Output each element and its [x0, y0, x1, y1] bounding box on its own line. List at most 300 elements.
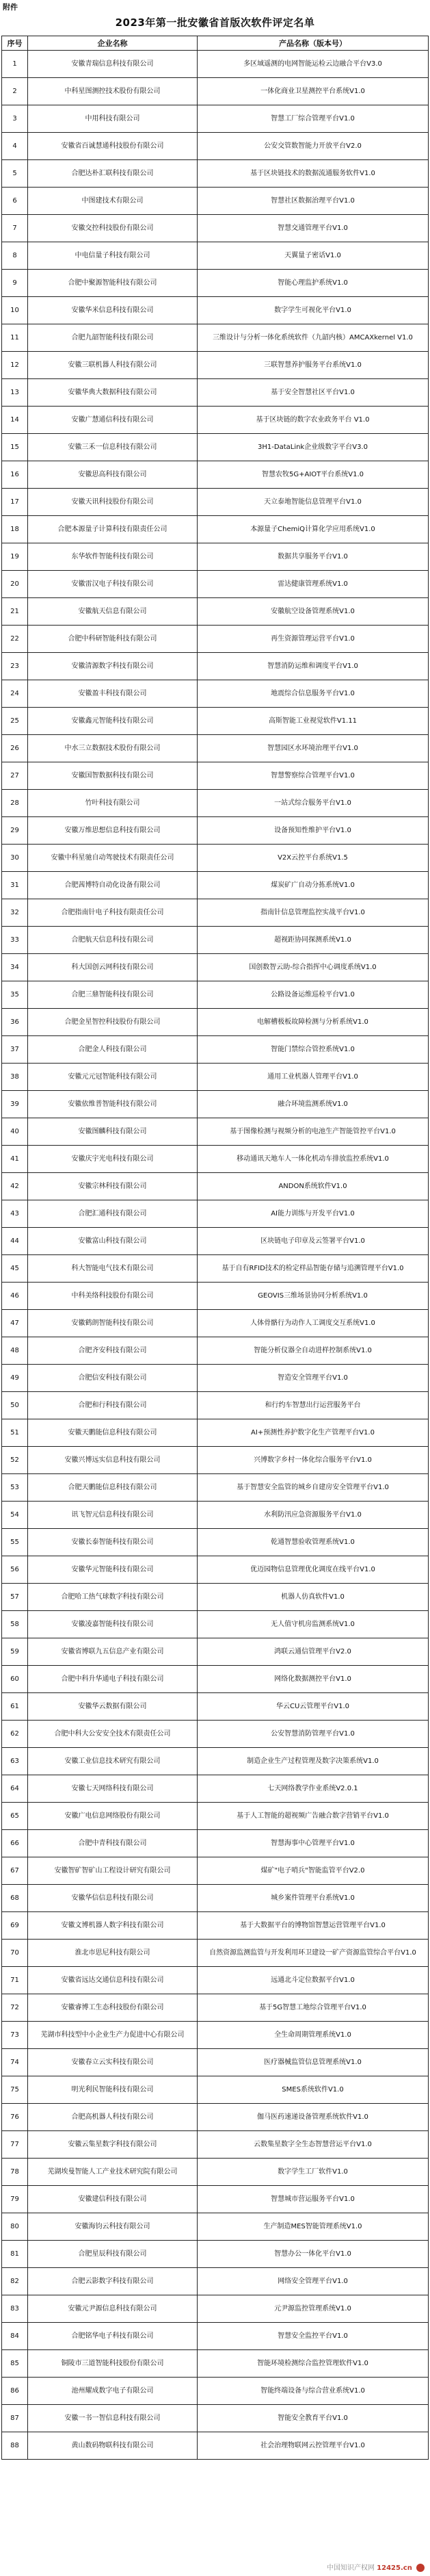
product-cell: 智慧海事中心管理平台V1.0: [198, 1830, 429, 1857]
product-cell: 智造安全管理平台V1.0: [198, 1365, 429, 1392]
product-cell: 地震综合信息服务平台V1.0: [198, 680, 429, 708]
seq-cell: 42: [2, 1173, 28, 1200]
table-row: [2, 324, 429, 352]
company-cell: 合肥中青科技有限公司: [28, 1830, 198, 1857]
company-cell: 安徽航天信息有限公司: [28, 598, 198, 626]
product-cell: 社会治理物联网云控管理平台V1.0: [198, 2432, 429, 2460]
table-row: [2, 598, 429, 626]
product-cell: 生产制造MES智能管理系统V1.0: [198, 2213, 429, 2241]
table-row: [2, 242, 429, 270]
product-cell: 智能分析仪器全自动进样控制系统V1.0: [198, 1337, 429, 1365]
seq-cell: 6: [2, 188, 28, 215]
table-row: [2, 762, 429, 790]
table-row: [2, 1310, 429, 1337]
seq-cell: 81: [2, 2241, 28, 2268]
table-row: [2, 1064, 429, 1091]
company-cell: 安徽华信信息科技有限公司: [28, 1885, 198, 1912]
product-cell: 基于区块链技术的数据流通服务软件V1.0: [198, 160, 429, 188]
company-cell: 合肥航天信息科技有限公司: [28, 927, 198, 954]
seq-cell: 78: [2, 2159, 28, 2186]
product-cell: 制造企业生产过程管理及数字决策系统V1.0: [198, 1748, 429, 1775]
product-cell: 远通北斗定位数据平台V1.0: [198, 1967, 429, 1994]
product-cell: 超视距协同探测系统V1.0: [198, 927, 429, 954]
product-cell: 无人值守机房监测系统V1.0: [198, 1611, 429, 1638]
company-cell: 合肥中科大公安安全技术有限责任公司: [28, 1721, 198, 1748]
page-title: 2023年第一批安徽省首版次软件评定名单: [115, 16, 315, 29]
company-cell: 合肥汇通科技有限公司: [28, 1200, 198, 1228]
table-row: [2, 133, 429, 160]
table-row: [2, 817, 429, 845]
product-cell: 融合环境监测系统V1.0: [198, 1091, 429, 1118]
company-cell: 安徽交控科技股份有限公司: [28, 215, 198, 242]
table-row: [2, 872, 429, 899]
company-cell: 安徽云集星数字科技有限公司: [28, 2131, 198, 2159]
table-row: [2, 434, 429, 461]
table-row: [2, 2076, 429, 2104]
product-cell: 网络安全管理平台V1.0: [198, 2268, 429, 2295]
table-row: [2, 845, 429, 872]
watermark: [327, 2562, 425, 2572]
table-row: [2, 1118, 429, 1146]
product-cell: 智能心理监护系统V1.0: [198, 270, 429, 297]
seq-cell: 35: [2, 981, 28, 1009]
seq-cell: 84: [2, 2323, 28, 2350]
product-cell: 雷达健康管理系统V1.0: [198, 571, 429, 598]
seq-cell: 2: [2, 78, 28, 105]
seq-cell: 43: [2, 1200, 28, 1228]
seq-cell: 16: [2, 461, 28, 489]
column-header-seq: 序号: [2, 36, 28, 51]
company-cell: 中水三立数据技术股份有限公司: [28, 735, 198, 762]
table-row: [2, 297, 429, 324]
seq-cell: 38: [2, 1064, 28, 1091]
product-cell: 安徽航空设备管理系统V1.0: [198, 598, 429, 626]
company-cell: 安徽广电信息网络股份有限公司: [28, 1803, 198, 1830]
product-cell: AI能力训练与开发平台V1.0: [198, 1200, 429, 1228]
table-row: [2, 51, 429, 78]
table-row: [2, 1009, 429, 1036]
product-cell: 智慧社区数据治理平台V1.0: [198, 188, 429, 215]
seq-cell: 71: [2, 1967, 28, 1994]
company-cell: 中用科技有限公司: [28, 105, 198, 133]
table-row: [2, 2378, 429, 2405]
table-row: [2, 1721, 429, 1748]
company-cell: 安徽省远达交通信息科技有限公司: [28, 1967, 198, 1994]
product-cell: 智能终端设备与综合营业系统V1.0: [198, 2378, 429, 2405]
product-cell: 全生命周期管理系统V1.0: [198, 2022, 429, 2049]
seq-cell: 41: [2, 1146, 28, 1173]
seq-cell: 25: [2, 708, 28, 735]
attachment-label: 附件: [3, 3, 18, 12]
product-cell: 人体骨骼行为动作人工调度交互系统V1.0: [198, 1310, 429, 1337]
table-row: [2, 1447, 429, 1474]
company-cell: 合肥本源量子计算科技有限责任公司: [28, 516, 198, 543]
seq-cell: 61: [2, 1693, 28, 1721]
company-cell: 安徽一书一智信息科技有限公司: [28, 2405, 198, 2432]
company-cell: 中科美络科技股份有限公司: [28, 1283, 198, 1310]
table-header-row: [2, 36, 429, 51]
table-row: [2, 1803, 429, 1830]
table-row: [2, 78, 429, 105]
product-cell: 自然资源监测监管与开发利用环卫建设一矿产资源监管综合平台V1.0: [198, 1940, 429, 1967]
company-cell: 竹叶科技有限公司: [28, 790, 198, 817]
software-list-table: [1, 36, 429, 2460]
product-cell: 水利防汛应急资源服务平台V1.0: [198, 1502, 429, 1529]
seq-cell: 58: [2, 1611, 28, 1638]
product-cell: 数据共享服务平台V1.0: [198, 543, 429, 571]
table-row: [2, 1474, 429, 1502]
product-cell: 电解槽极板故障检测与分析系统V1.0: [198, 1009, 429, 1036]
table-row: [2, 1666, 429, 1693]
seq-cell: 70: [2, 1940, 28, 1967]
table-row: [2, 1529, 429, 1556]
seq-cell: 30: [2, 845, 28, 872]
product-cell: 基于区块链的数字农业政务平台 V1.0: [198, 407, 429, 434]
table-row: [2, 1693, 429, 1721]
seq-cell: 52: [2, 1447, 28, 1474]
table-row: [2, 2186, 429, 2213]
table-row: [2, 1502, 429, 1529]
company-cell: 安徽国智数据科技有限公司: [28, 762, 198, 790]
company-cell: 合肥金星智控科技股份有限公司: [28, 1009, 198, 1036]
seq-cell: 5: [2, 160, 28, 188]
seq-cell: 15: [2, 434, 28, 461]
column-header-product: 产品名称（版本号）: [198, 36, 429, 51]
table-row: [2, 1556, 429, 1584]
product-cell: 智慧安全监控平台V1.0: [198, 2323, 429, 2350]
table-row: [2, 571, 429, 598]
table-row: [2, 790, 429, 817]
company-cell: 安徽清源数字科技有限公司: [28, 653, 198, 680]
table-row: [2, 1775, 429, 1803]
company-cell: 黄山数码物联科技有限公司: [28, 2432, 198, 2460]
table-row: [2, 215, 429, 242]
seq-cell: 47: [2, 1310, 28, 1337]
seq-cell: 49: [2, 1365, 28, 1392]
seq-cell: 63: [2, 1748, 28, 1775]
seq-cell: 50: [2, 1392, 28, 1419]
table-row: [2, 2213, 429, 2241]
seq-cell: 48: [2, 1337, 28, 1365]
table-row: [2, 2432, 429, 2460]
product-cell: 煤炭矿广自动分拣系统V1.0: [198, 872, 429, 899]
product-cell: 兴博数字乡村一体化综合服务平台V1.0: [198, 1447, 429, 1474]
seq-cell: 13: [2, 379, 28, 407]
table-row: [2, 1173, 429, 1200]
company-cell: 合肥信安科技有限公司: [28, 1365, 198, 1392]
company-cell: 合肥达朴汇联科技有限公司: [28, 160, 198, 188]
company-cell: 安徽长泰智能科技有限公司: [28, 1529, 198, 1556]
company-cell: 安徽省百诚慧通科技股份有限公司: [28, 133, 198, 160]
table-row: [2, 516, 429, 543]
table-row: [2, 1830, 429, 1857]
product-cell: AI+预测性养护数字化生产管理平台V1.0: [198, 1419, 429, 1447]
table-row: [2, 2323, 429, 2350]
table-row: [2, 407, 429, 434]
seq-cell: 74: [2, 2049, 28, 2076]
company-cell: 合肥中科升华通电子科技有限公司: [28, 1666, 198, 1693]
watermark-text: 中国知识产权网: [326, 2564, 375, 2572]
product-cell: 网络化数据测控平台V1.0: [198, 1666, 429, 1693]
company-cell: 安徽元尹源信息科技有限公司: [28, 2295, 198, 2323]
table-row: [2, 1748, 429, 1775]
product-cell: 智慧工厂综合管理平台V1.0: [198, 105, 429, 133]
company-cell: 安徽三联机器人科技有限公司: [28, 352, 198, 379]
company-cell: 合肥三鼎智能科技有限公司: [28, 981, 198, 1009]
seq-cell: 37: [2, 1036, 28, 1064]
table-row: [2, 1638, 429, 1666]
seq-cell: 54: [2, 1502, 28, 1529]
seq-cell: 17: [2, 489, 28, 516]
product-cell: 公路设备运维巡检平台V1.0: [198, 981, 429, 1009]
table-row: [2, 1392, 429, 1419]
company-cell: 安徽文博机器人数字科技有限公司: [28, 1912, 198, 1940]
table-row: [2, 1365, 429, 1392]
seq-cell: 23: [2, 653, 28, 680]
seq-cell: 18: [2, 516, 28, 543]
seq-cell: 59: [2, 1638, 28, 1666]
company-cell: 安徽思高科技有限公司: [28, 461, 198, 489]
table-row: [2, 379, 429, 407]
seq-cell: 3: [2, 105, 28, 133]
product-cell: 医疗器械监管信息管理系统V1.0: [198, 2049, 429, 2076]
product-cell: 基于图像检测与视频分析的电池生产智能管控平台V1.0: [198, 1118, 429, 1146]
table-row: [2, 1146, 429, 1173]
company-cell: 安徽鹤朗智能科技有限公司: [28, 1310, 198, 1337]
product-cell: 高斯智能工业视觉软件V1.11: [198, 708, 429, 735]
company-cell: 东华软件智能科技有限公司: [28, 543, 198, 571]
table-row: [2, 2131, 429, 2159]
company-cell: 科大国创云网科技有限公司: [28, 954, 198, 981]
table-row: [2, 1994, 429, 2022]
seq-cell: 10: [2, 297, 28, 324]
seq-cell: 80: [2, 2213, 28, 2241]
table-row: [2, 927, 429, 954]
seq-cell: 69: [2, 1912, 28, 1940]
company-cell: 安徽雷汉电子科技有限公司: [28, 571, 198, 598]
company-cell: 合肥高机器人科技有限公司: [28, 2104, 198, 2131]
company-cell: 安徽广慧通信科技有限公司: [28, 407, 198, 434]
seq-cell: 87: [2, 2405, 28, 2432]
table-row: [2, 2405, 429, 2432]
table-row: [2, 1967, 429, 1994]
seq-cell: 34: [2, 954, 28, 981]
product-cell: 再生资源管理运营平台V1.0: [198, 626, 429, 653]
seq-cell: 45: [2, 1255, 28, 1283]
product-cell: 基于智慧安全监管的城乡自建房安全管理平台V1.0: [198, 1474, 429, 1502]
company-cell: 合肥茜博特自动化设备有限公司: [28, 872, 198, 899]
product-cell: 煤矿"电子哨兵"智能监管平台V2.0: [198, 1857, 429, 1885]
company-cell: 合肥金人科技有限公司: [28, 1036, 198, 1064]
table-row: [2, 2241, 429, 2268]
company-cell: 安徽工业信息技术研究有限公司: [28, 1748, 198, 1775]
column-header-company: 企业名称: [28, 36, 198, 51]
product-cell: 智慧交通管理平台V1.0: [198, 215, 429, 242]
company-cell: 安徽省博联九五信息产业有限公司: [28, 1638, 198, 1666]
table-row: [2, 1857, 429, 1885]
company-cell: 合肥哈工热气球数字科技有限公司: [28, 1584, 198, 1611]
product-cell: 一站式综合服务平台V1.0: [198, 790, 429, 817]
seq-cell: 24: [2, 680, 28, 708]
product-cell: 数字学生可视化平台V1.0: [198, 297, 429, 324]
seq-cell: 44: [2, 1228, 28, 1255]
table-row: [2, 188, 429, 215]
company-cell: 合肥齐安科技有限公司: [28, 1337, 198, 1365]
seq-cell: 31: [2, 872, 28, 899]
product-cell: 基于自有RFID技术的检定样品智能存储与追溯管理平台V1.0: [198, 1255, 429, 1283]
seq-cell: 62: [2, 1721, 28, 1748]
seq-cell: 66: [2, 1830, 28, 1857]
product-cell: 智慧园区水环境治理平台V1.0: [198, 735, 429, 762]
product-cell: 三维设计与分析一体化系统软件（九韶内核）AMCAXkernel V1.0: [198, 324, 429, 352]
company-cell: 安徽兴博远实信息科技有限公司: [28, 1447, 198, 1474]
company-cell: 淮北市思尼科技有限公司: [28, 1940, 198, 1967]
company-cell: 合肥星辰科技有限公司: [28, 2241, 198, 2268]
seq-cell: 40: [2, 1118, 28, 1146]
product-cell: 基于人工智能的超视频广告融合数字营销平台V1.0: [198, 1803, 429, 1830]
product-cell: 基于安全智慧社区平台V1.0: [198, 379, 429, 407]
table-row: [2, 1419, 429, 1447]
seq-cell: 4: [2, 133, 28, 160]
table-row: [2, 1337, 429, 1365]
table-row: [2, 160, 429, 188]
company-cell: 合肥天鹏能信息科技有限公司: [28, 1474, 198, 1502]
company-cell: 讯飞智元信息科技有限公司: [28, 1502, 198, 1529]
company-cell: 中科星图测控技术股份有限公司: [28, 78, 198, 105]
table-row: [2, 2159, 429, 2186]
seq-cell: 57: [2, 1584, 28, 1611]
seq-cell: 85: [2, 2350, 28, 2378]
product-cell: 鸿联云通信管理平台V2.0: [198, 1638, 429, 1666]
company-cell: 安徽图麟科技有限公司: [28, 1118, 198, 1146]
seq-cell: 7: [2, 215, 28, 242]
seq-cell: 39: [2, 1091, 28, 1118]
table-row: [2, 1912, 429, 1940]
product-cell: 公安智慧消防管理平台V1.0: [198, 1721, 429, 1748]
table-row: [2, 1283, 429, 1310]
product-cell: 移动通讯天地车人一体化机动车排放监控系统V1.0: [198, 1146, 429, 1173]
company-cell: 安徽天鹏能信息科技有限公司: [28, 1419, 198, 1447]
table-row: [2, 543, 429, 571]
company-cell: 明光利民智能科技有限公司: [28, 2076, 198, 2104]
product-cell: 智慧警察综合管理平台V1.0: [198, 762, 429, 790]
product-cell: 一体化商业卫星测控平台系统V1.0: [198, 78, 429, 105]
product-cell: 智慧消防运维和调度平台V1.0: [198, 653, 429, 680]
company-cell: 安徽盈丰科技有限公司: [28, 680, 198, 708]
product-cell: 天翼量子密话V1.0: [198, 242, 429, 270]
company-cell: 安徽宗林科技有限公司: [28, 1173, 198, 1200]
product-cell: 伽马医药速递设备管理系统软件V1.0: [198, 2104, 429, 2131]
company-cell: 安徽春立云实科技有限公司: [28, 2049, 198, 2076]
table-row: [2, 2104, 429, 2131]
seq-cell: 65: [2, 1803, 28, 1830]
seq-cell: 75: [2, 2076, 28, 2104]
table-row: [2, 2049, 429, 2076]
product-cell: 云数集星数字全生态智慧营运平台V1.0: [198, 2131, 429, 2159]
seq-cell: 67: [2, 1857, 28, 1885]
seq-cell: 14: [2, 407, 28, 434]
table-row: [2, 489, 429, 516]
company-cell: 铜陵市三道智能科技股份有限公司: [28, 2350, 198, 2378]
company-cell: 合肥铭华电子科技有限公司: [28, 2323, 198, 2350]
product-cell: 公安交管数智能力开放平台V2.0: [198, 133, 429, 160]
seq-cell: 64: [2, 1775, 28, 1803]
company-cell: 芜湖市科技型中小企业生产力促进中心有限公司: [28, 2022, 198, 2049]
product-cell: 智能门禁综合管控系统V1.0: [198, 1036, 429, 1064]
table-row: [2, 1036, 429, 1064]
watermark-logo-icon: [416, 2564, 425, 2572]
company-cell: 合肥云影数字科技有限公司: [28, 2268, 198, 2295]
product-cell: 城乡案件管理平台系统V1.0: [198, 1885, 429, 1912]
company-cell: 安徽三禾一信息科技有限公司: [28, 434, 198, 461]
product-cell: SMES系统软件V1.0: [198, 2076, 429, 2104]
seq-cell: 26: [2, 735, 28, 762]
product-cell: 机器人仿真软件V1.0: [198, 1584, 429, 1611]
product-cell: 优迈园物信息管理优化调度在线平台V1.0: [198, 1556, 429, 1584]
product-cell: 3H1-DataLink企业级数字平台V3.0: [198, 434, 429, 461]
company-cell: 安徽青瑞信息科技有限公司: [28, 51, 198, 78]
product-cell: 本源量子ChemiQ计算化学应用系统V1.0: [198, 516, 429, 543]
table-row: [2, 2268, 429, 2295]
table-row: [2, 1228, 429, 1255]
seq-cell: 20: [2, 571, 28, 598]
company-cell: 安徽依维普智能科技有限公司: [28, 1091, 198, 1118]
company-cell: 中图建技术有限公司: [28, 188, 198, 215]
company-cell: 安徽华云数据有限公司: [28, 1693, 198, 1721]
company-cell: 芜湖埃曼智能人工产业技术研究院有限公司: [28, 2159, 198, 2186]
table-row: [2, 708, 429, 735]
table-row: [2, 1584, 429, 1611]
seq-cell: 55: [2, 1529, 28, 1556]
table-row: [2, 270, 429, 297]
product-cell: 多区域遥测的电网智能运检云边融合平台V3.0: [198, 51, 429, 78]
table-row: [2, 1940, 429, 1967]
product-cell: 华云CU云管理平台V1.0: [198, 1693, 429, 1721]
company-cell: 合肥九韶智能科技有限公司: [28, 324, 198, 352]
seq-cell: 77: [2, 2131, 28, 2159]
seq-cell: 72: [2, 1994, 28, 2022]
table-row: [2, 981, 429, 1009]
company-cell: 安徽中科星驰自动驾驶技术有限责任公司: [28, 845, 198, 872]
company-cell: 安徽庆宇光电科技有限公司: [28, 1146, 198, 1173]
company-cell: 安徽华典大数据科技有限公司: [28, 379, 198, 407]
seq-cell: 79: [2, 2186, 28, 2213]
seq-cell: 12: [2, 352, 28, 379]
company-cell: 安徽智矿智矿山工程设计研究有限公司: [28, 1857, 198, 1885]
seq-cell: 88: [2, 2432, 28, 2460]
seq-cell: 27: [2, 762, 28, 790]
product-cell: 七天网络教学作业系统V2.0.1: [198, 1775, 429, 1803]
company-cell: 科大智能电气技术有限公司: [28, 1255, 198, 1283]
company-cell: 合肥指南针电子科技有限责任公司: [28, 899, 198, 927]
company-cell: 安徽海钧云科技有限公司: [28, 2213, 198, 2241]
seq-cell: 36: [2, 1009, 28, 1036]
seq-cell: 60: [2, 1666, 28, 1693]
company-cell: 安徽凌嘉智能科技有限公司: [28, 1611, 198, 1638]
seq-cell: 19: [2, 543, 28, 571]
company-cell: 安徽天讯科技股份有限公司: [28, 489, 198, 516]
seq-cell: 53: [2, 1474, 28, 1502]
seq-cell: 46: [2, 1283, 28, 1310]
company-cell: 安徽富山科技有限公司: [28, 1228, 198, 1255]
seq-cell: 86: [2, 2378, 28, 2405]
company-cell: 安徽元元冠智能科技有限公司: [28, 1064, 198, 1091]
table-row: [2, 1091, 429, 1118]
table-row: [2, 2350, 429, 2378]
company-cell: 安徽鑫元智能科技有限公司: [28, 708, 198, 735]
product-cell: 三联智慧养护服务平台系统V1.0: [198, 352, 429, 379]
product-cell: 智慧办公一体化平台V1.0: [198, 2241, 429, 2268]
